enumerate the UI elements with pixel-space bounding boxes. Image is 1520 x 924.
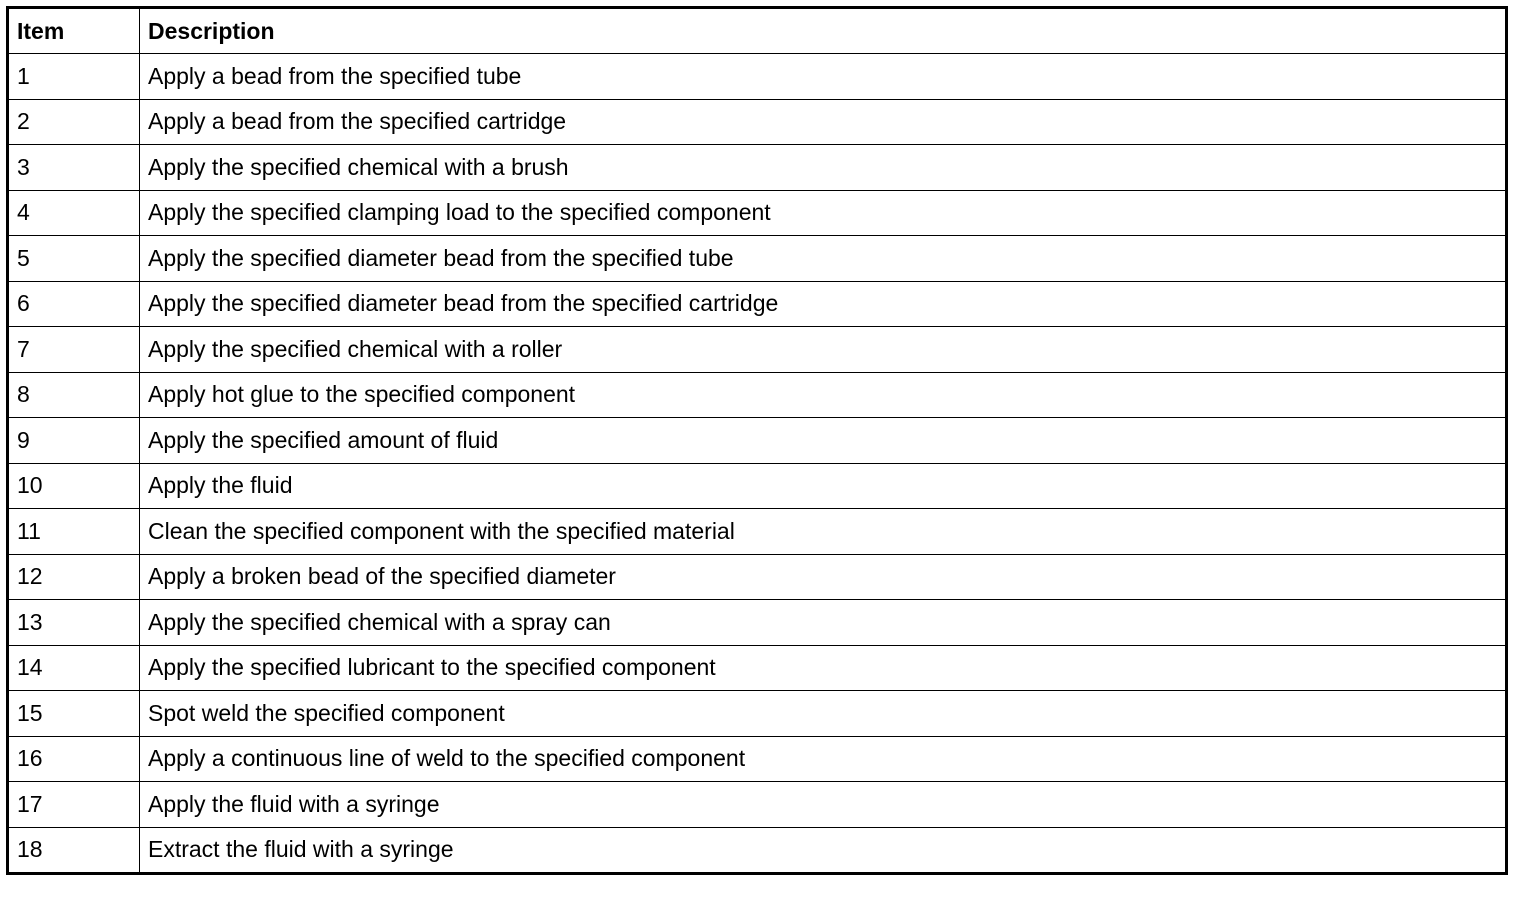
- item-description: Extract the fluid with a syringe: [140, 827, 1507, 874]
- table-row: [8, 327, 1507, 373]
- item-number: 9: [8, 418, 140, 464]
- item-description: Apply the specified chemical with a brush: [140, 145, 1507, 191]
- item-number: 2: [8, 99, 140, 145]
- header-description: Description: [140, 8, 1507, 54]
- item-number: 11: [8, 509, 140, 555]
- table-row: [8, 236, 1507, 282]
- table-row: [8, 509, 1507, 555]
- table-row: [8, 463, 1507, 509]
- table-row: [8, 782, 1507, 828]
- item-description: Clean the specified component with the specified material: [140, 509, 1507, 555]
- table-row: [8, 691, 1507, 737]
- item-description: Apply a continuous line of weld to the specified component: [140, 736, 1507, 782]
- table-row: [8, 99, 1507, 145]
- table-row: [8, 827, 1507, 874]
- item-description: Apply the specified clamping load to the specified component: [140, 190, 1507, 236]
- table-body: [8, 54, 1507, 874]
- item-description: Apply the specified amount of fluid: [140, 418, 1507, 464]
- item-number: 14: [8, 645, 140, 691]
- item-description: Spot weld the specified component: [140, 691, 1507, 737]
- item-description: Apply the fluid: [140, 463, 1507, 509]
- item-description: Apply the specified chemical with a spray can: [140, 600, 1507, 646]
- item-number: 3: [8, 145, 140, 191]
- item-description: Apply the specified lubricant to the specified component: [140, 645, 1507, 691]
- table-row: [8, 54, 1507, 100]
- header-item: Item: [8, 8, 140, 54]
- item-description: Apply a broken bead of the specified diameter: [140, 554, 1507, 600]
- item-description: Apply the fluid with a syringe: [140, 782, 1507, 828]
- item-number: 4: [8, 190, 140, 236]
- item-description: Apply the specified chemical with a roller: [140, 327, 1507, 373]
- item-description: Apply the specified diameter bead from the specified cartridge: [140, 281, 1507, 327]
- item-description: Apply a bead from the specified tube: [140, 54, 1507, 100]
- item-number: 15: [8, 691, 140, 737]
- item-description: Apply the specified diameter bead from the specified tube: [140, 236, 1507, 282]
- table-row: [8, 372, 1507, 418]
- table-row: [8, 190, 1507, 236]
- item-description-table: [6, 6, 1508, 875]
- item-number: 18: [8, 827, 140, 874]
- item-number: 13: [8, 600, 140, 646]
- item-number: 8: [8, 372, 140, 418]
- table-row: [8, 281, 1507, 327]
- item-number: 1: [8, 54, 140, 100]
- item-number: 17: [8, 782, 140, 828]
- item-description: Apply a bead from the specified cartridge: [140, 99, 1507, 145]
- table-header: [8, 8, 1507, 54]
- table-row: [8, 645, 1507, 691]
- table-row: [8, 554, 1507, 600]
- item-number: 12: [8, 554, 140, 600]
- item-number: 5: [8, 236, 140, 282]
- item-number: 7: [8, 327, 140, 373]
- table-row: [8, 600, 1507, 646]
- table-row: [8, 145, 1507, 191]
- item-number: 10: [8, 463, 140, 509]
- item-number: 16: [8, 736, 140, 782]
- table-row: [8, 418, 1507, 464]
- item-description: Apply hot glue to the specified component: [140, 372, 1507, 418]
- header-row: [8, 8, 1507, 54]
- item-number: 6: [8, 281, 140, 327]
- table-row: [8, 736, 1507, 782]
